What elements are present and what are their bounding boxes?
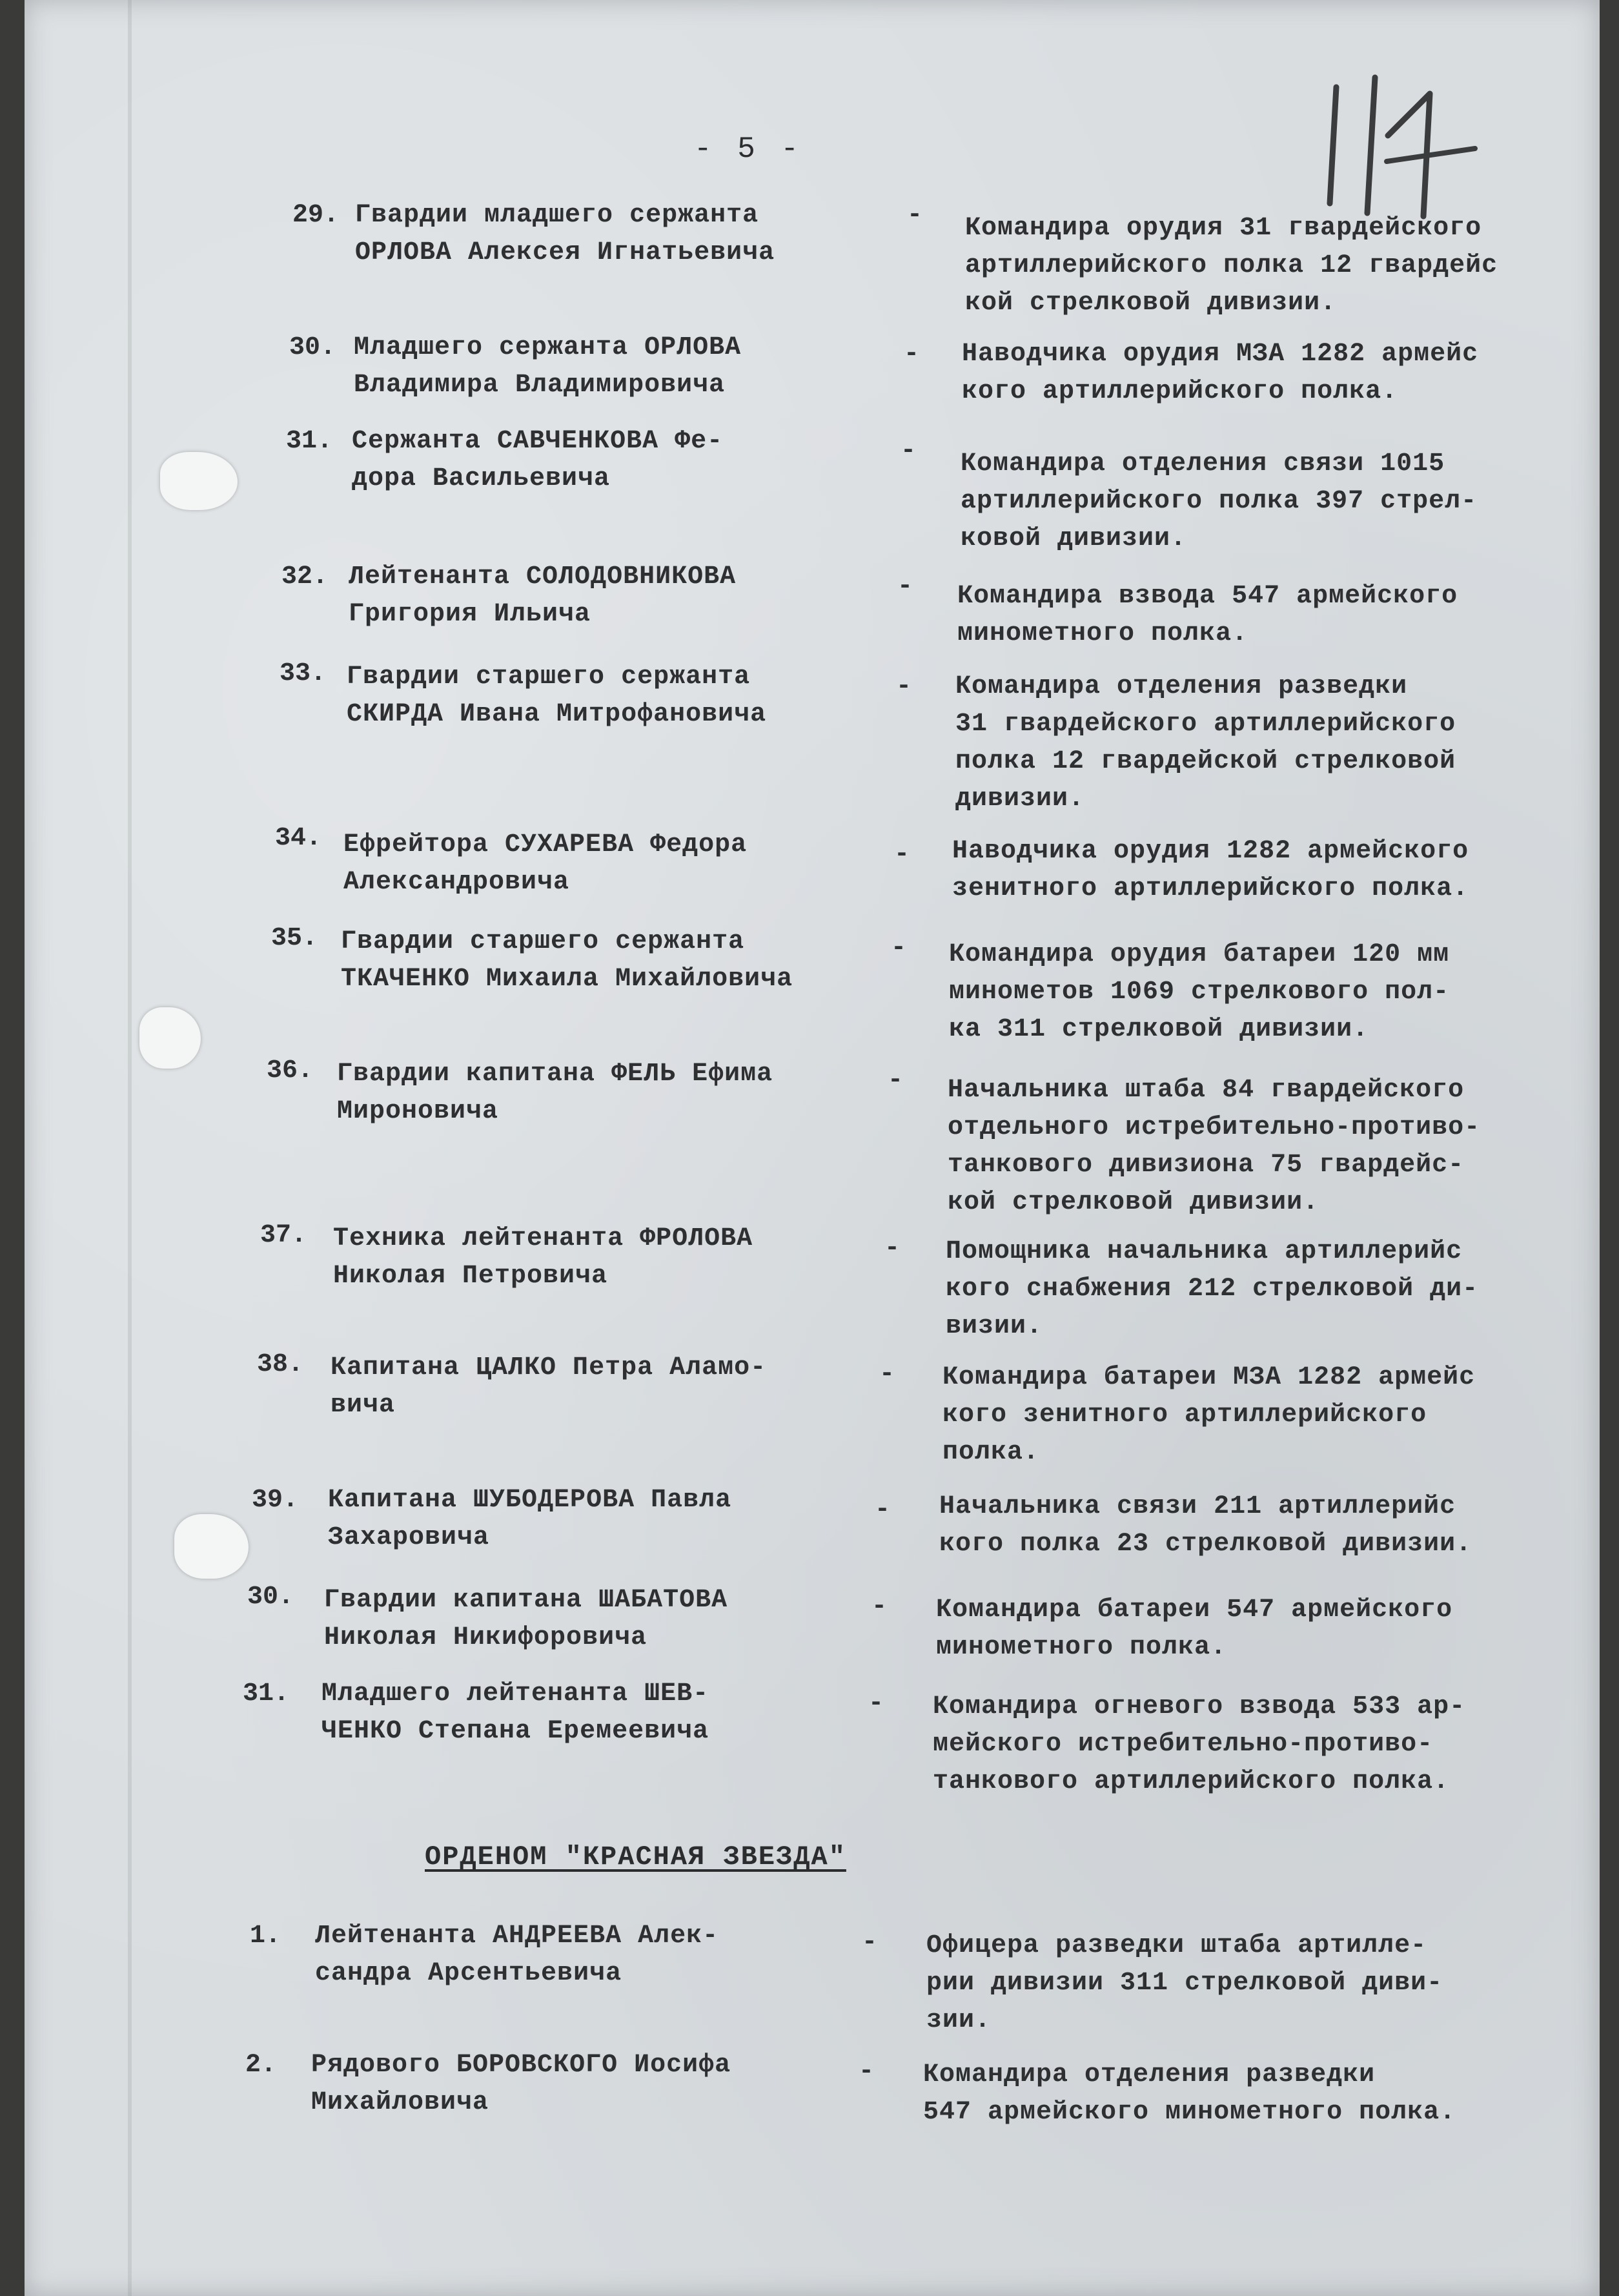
entry-dash: - [901, 436, 917, 466]
entry-dash: - [879, 1360, 895, 1389]
handwritten-archive-number [1291, 65, 1498, 220]
paper-tear-mark [160, 452, 238, 510]
entry-number: 37. [260, 1221, 307, 1250]
entry-role: Командира батареи 547 армейского минометного полка. [936, 1595, 1453, 1662]
entry-name: Лейтенанта СОЛОДОВНИКОВА Григория Ильича [349, 562, 737, 629]
entry-number: 32. [281, 562, 328, 591]
entry-number: 36. [266, 1056, 313, 1085]
entry-role: Офицера разведки штаба артилле- рии дивизии 311 стрелковой диви- зии. [926, 1931, 1443, 2035]
entry-role: Командира взвода 547 армейского минометного полка. [957, 582, 1458, 648]
entry-number: 38. [256, 1350, 303, 1379]
entry-number: 33. [279, 659, 326, 688]
entry-name: Капитана ШУБОДЕРОВА Павла Захаровича [328, 1486, 732, 1552]
entry-name: Техника лейтенанта ФРОЛОВА Николая Петровича [333, 1224, 753, 1291]
entry-dash: - [907, 201, 923, 230]
entry-dash: - [871, 1592, 888, 1621]
section-heading: ОРДЕНОМ "КРАСНАЯ ЗВЕЗДА" [425, 1841, 846, 1872]
entry-role: Начальника штаба 84 гвардейского отдельного истребительно-противо- танкового дивизиона 75 гвардейс- кой стрелковой дивизии. [948, 1076, 1481, 1217]
paper-tear-mark [174, 1514, 249, 1579]
entry-number: 39. [251, 1486, 298, 1515]
entry-number: 29. [292, 201, 339, 230]
entry-name: Сержанта САВЧЕНКОВА Фе- дора Васильевича [352, 427, 724, 493]
entry-dash: - [859, 2057, 875, 2086]
page-number: - 5 - [694, 132, 803, 166]
entry-role: Командира отделения разведки 31 гвардейского артиллерийского полка 12 гвардейской стрелковой дивизии. [955, 672, 1456, 814]
entry-number: 30. [289, 333, 336, 362]
paper-tear-mark [139, 1007, 201, 1069]
entry-number: 34. [274, 824, 321, 853]
entry-number: 30. [247, 1583, 294, 1612]
entry-role: Командира огневого взвода 533 ар- мейского истребительно-противо- танкового артиллерийского полка. [933, 1692, 1466, 1796]
entry-name: Гвардии старшего сержанта СКИРДА Ивана Митрофановича [347, 662, 767, 729]
entry-number: 35. [270, 924, 318, 953]
entry-name: Рядового БОРОВСКОГО Иосифа Михайловича [311, 2051, 731, 2117]
entry-name: Ефрейтора СУХАРЕВА Федора Александровича [343, 830, 748, 897]
entry-dash: - [904, 340, 920, 369]
entry-role: Командира орудия 31 гвардейского артиллерийского полка 12 гвардейс кой стрелковой дивизии. [965, 214, 1498, 318]
entry-name: Гвардии капитана ШАБАТОВА Николая Никифоровича [324, 1586, 728, 1652]
entry-name: Лейтенанта АНДРЕЕВА Алек- сандра Арсентьевича [315, 1922, 719, 1988]
entry-name: Младшего сержанта ОРЛОВА Владимира Владимировича [354, 333, 742, 400]
entry-role: Начальника связи 211 артиллерийс кого полка 23 стрелковой дивизии. [939, 1492, 1472, 1559]
entry-role: Наводчика орудия МЗА 1282 армейс кого артиллерийского полка. [962, 340, 1479, 406]
entry-dash: - [884, 1234, 901, 1263]
entry-name: Младшего лейтенанта ШЕВ- ЧЕНКО Степана Еремеевича [321, 1679, 709, 1746]
entry-role: Командира батареи МЗА 1282 армейс кого зенитного артиллерийского полка. [942, 1363, 1476, 1467]
entry-role: Наводчика орудия 1282 армейского зенитного артиллерийского полка. [952, 837, 1469, 903]
entry-number: 1. [249, 1922, 281, 1951]
page-fold-shadow [128, 0, 132, 2296]
entry-dash: - [875, 1495, 891, 1524]
entry-number: 31. [242, 1679, 289, 1708]
entry-dash: - [896, 672, 912, 701]
entry-role: Командира отделения связи 1015 артиллерийского полка 397 стрел- ковой дивизии. [961, 449, 1478, 553]
entry-dash: - [888, 1066, 904, 1095]
entry-role: Помощника начальника артиллерийс кого снабжения 212 стрелковой ди- визии. [946, 1237, 1479, 1341]
entry-dash: - [891, 934, 907, 963]
entry-role: Командира орудия батареи 120 мм минометов 1069 стрелкового пол- ка 311 стрелковой дивизии. [949, 940, 1450, 1044]
entry-dash: - [897, 572, 913, 601]
entry-name: Гвардии младшего сержанта ОРЛОВА Алексея Игнатьевича [355, 201, 775, 267]
entry-dash: - [894, 840, 910, 869]
entry-number: 31. [285, 427, 332, 456]
entry-dash: - [868, 1689, 884, 1718]
entry-name: Гвардии капитана ФЕЛЬ Ефима Мироновича [337, 1060, 773, 1126]
entry-name: Капитана ЦАЛКО Петра Аламо- вича [331, 1353, 767, 1420]
entry-dash: - [862, 1928, 878, 1957]
entry-role: Командира отделения разведки 547 армейского минометного полка. [923, 2060, 1456, 2127]
entry-name: Гвардии старшего сержанта ТКАЧЕНКО Михаила Михайловича [341, 927, 793, 994]
entry-number: 2. [245, 2051, 276, 2080]
